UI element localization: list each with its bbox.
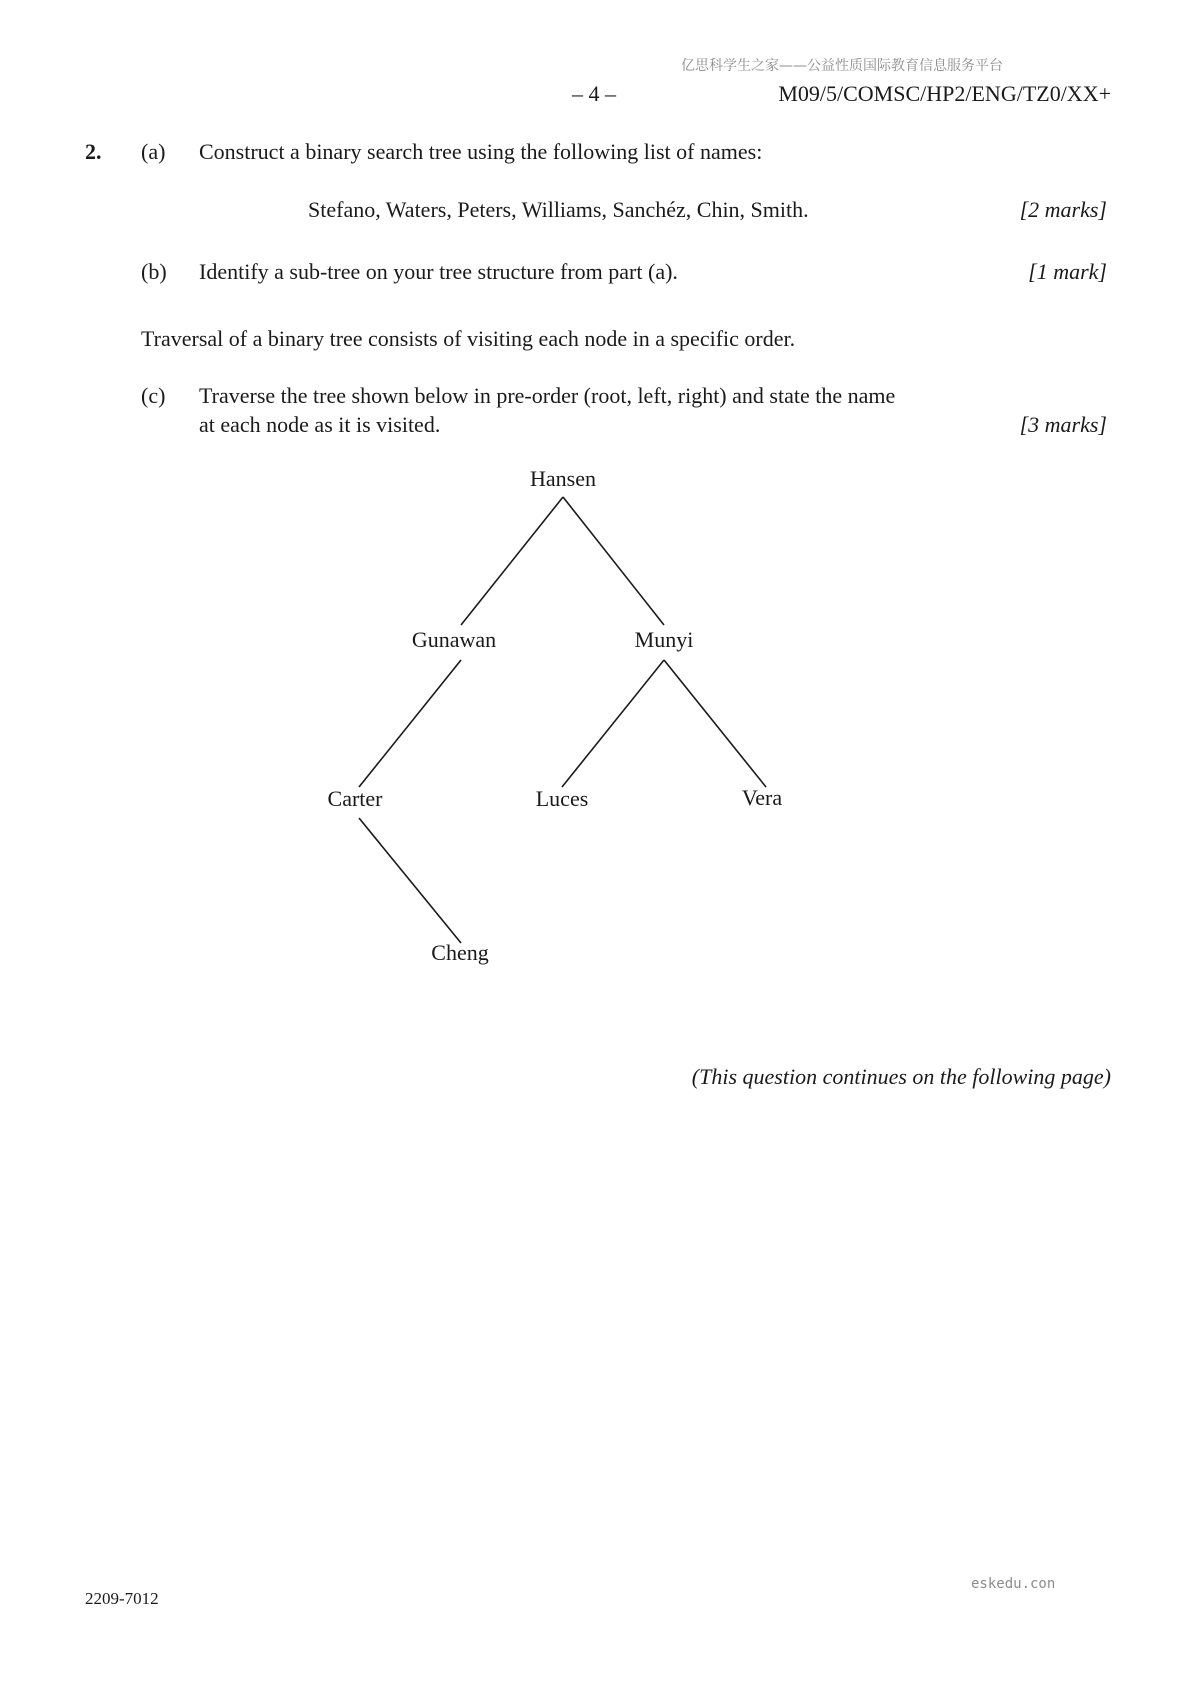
part-b-text: Identify a sub-tree on your tree structure from part (a). <box>199 259 678 284</box>
part-c-label: (c) <box>141 383 166 408</box>
question-number: 2. <box>85 139 102 164</box>
part-c-marks: [3 marks] <box>1019 412 1107 437</box>
edge-carter-cheng <box>359 818 461 943</box>
edge-hansen-gunawan <box>461 497 563 625</box>
tree-node-munyi: Munyi <box>634 627 694 652</box>
continues-note: (This question continues on the following page) <box>691 1064 1111 1089</box>
part-a-marks: [2 marks] <box>1019 197 1107 222</box>
part-c-line2: at each node as it is visited. <box>199 412 441 437</box>
part-a-text: Construct a binary search tree using the following list of names: <box>199 139 763 164</box>
tree-node-hansen: Hansen <box>530 466 596 491</box>
part-c-line1: Traverse the tree shown below in pre-order (root, left, right) and state the name <box>199 383 896 408</box>
tree-node-vera: Vera <box>741 785 783 810</box>
part-a-label: (a) <box>141 139 166 164</box>
tree-node-carter: Carter <box>327 786 383 811</box>
traversal-intro: Traversal of a binary tree consists of visiting each node in a specific order. <box>141 326 796 351</box>
tree-node-gunawan: Gunawan <box>411 627 497 652</box>
tree-node-luces: Luces <box>535 786 589 811</box>
edge-gunawan-carter <box>359 660 461 787</box>
edge-hansen-munyi <box>563 497 664 625</box>
part-b-marks: [1 mark] <box>1028 259 1107 284</box>
names-list: Stefano, Waters, Peters, Williams, Sanchéz, Chin, Smith. <box>308 197 809 222</box>
top-watermark: 亿思科学生之家——公益性质国际教育信息服务平台 <box>681 58 1003 74</box>
edge-munyi-luces <box>562 660 664 787</box>
exam-code: M09/5/COMSC/HP2/ENG/TZ0/XX+ <box>778 81 1111 106</box>
edge-munyi-vera <box>664 660 766 787</box>
footer-watermark: eskedu.con <box>971 1576 1056 1592</box>
tree-node-cheng: Cheng <box>431 940 489 965</box>
footer-code: 2209-7012 <box>85 1589 159 1608</box>
page-number: – 4 – <box>572 81 616 106</box>
part-b-label: (b) <box>141 259 167 284</box>
